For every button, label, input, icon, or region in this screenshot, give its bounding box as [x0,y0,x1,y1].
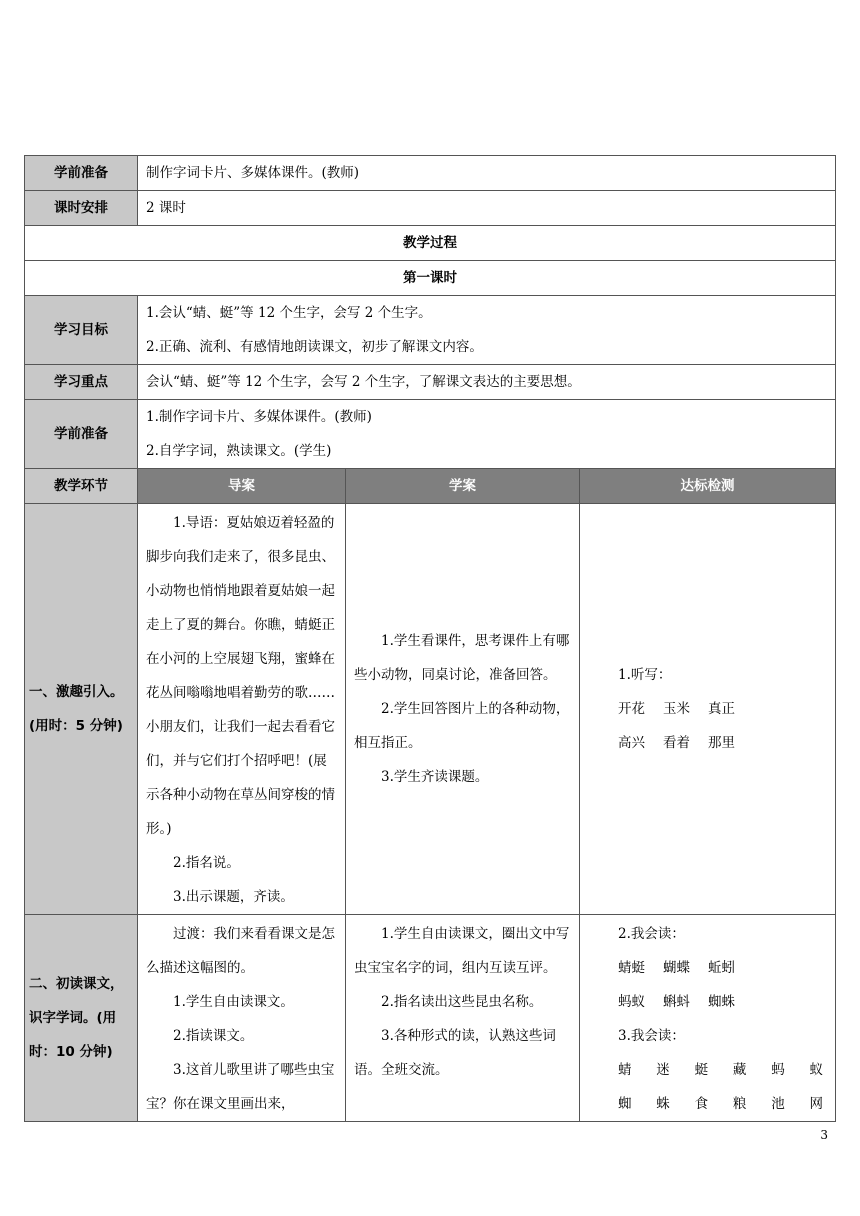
word: 蝴蝶 [663,960,690,976]
stage2-guide [138,915,346,1122]
word: 看着 [663,735,690,751]
stage1-study-item: 2.学生回答图片上的各种动物，相互指正。 [354,701,570,751]
stage1-check-words [618,692,827,726]
goal-item: 2.正确、流利、有感情地朗读课文，初步了解课文内容。 [146,339,483,355]
lesson-title: 第一课时 [25,261,836,296]
stage2-check-words [618,985,823,1019]
prep-item: 2.自学字词，熟读课文。(学生) [146,443,332,459]
stage1-label: 一、激趣引入。(用时：5 分钟) [25,504,138,915]
stage2-check-chars [618,1053,823,1087]
col-stage: 教学环节 [25,469,138,504]
col-study: 学案 [346,469,580,504]
stage1-guide [138,504,346,915]
char: 蚁 [809,1062,823,1078]
goals-text [138,296,836,365]
goals-label: 学习目标 [25,296,138,365]
stage2-guide-item: 过渡：我们来看看课文是怎么描述这幅图的。 [146,926,335,976]
focus-text: 会认“蜻、蜓”等 12 个生字，会写 2 个生字，了解课文表达的主要思想。 [138,365,836,400]
schedule-text: 2 课时 [138,191,836,226]
word: 高兴 [618,735,645,751]
word: 蝌蚪 [663,994,690,1010]
page-number: 3 [820,1128,828,1142]
stage2-study [346,915,580,1122]
stage2-check [580,915,836,1122]
stage1-guide-item: 3.出示课题，齐读。 [173,889,294,905]
lesson-plan-table [24,155,836,1122]
stage2-guide-item: 3.这首儿歌里讲了哪些虫宝宝？你在课文里画出来， [146,1062,335,1112]
stage2-study-item: 2.指名读出这些昆虫名称。 [381,994,543,1010]
prep-text [138,400,836,469]
stage1-study-item: 3.学生齐读课题。 [381,769,489,785]
word: 那里 [708,735,735,751]
stage1-check-title: 1.听写： [618,667,672,683]
word: 蜘蛛 [708,994,735,1010]
stage1-study-item: 1.学生看课件，思考课件上有哪些小动物，同桌讨论，准备回答。 [354,633,570,683]
char: 蜻 [618,1062,632,1078]
word: 开花 [618,701,645,717]
char: 蛛 [656,1096,670,1112]
stage1-guide-item: 1.导语：夏姑娘迈着轻盈的脚步向我们走来了，很多昆虫、小动物也悄悄地跟着夏姑娘一起走上了夏的舞台。你瞧，蜻蜓正在小河的上空展翅飞翔，蜜蜂在花丛间嗡嗡地唱着勤劳的歌……小朋友们，让我们一起去看看它们，并与它们打个招呼吧！(展示各种小动物在草丛间穿梭的情形。) [146,515,335,837]
prep-item: 1.制作字词卡片、多媒体课件。(教师) [146,409,372,425]
stage2-guide-item: 1.学生自由读课文。 [173,994,294,1010]
prep-top-text: 制作字词卡片、多媒体课件。(教师) [138,156,836,191]
prep-top-label: 学前准备 [25,156,138,191]
stage2-check-title2: 3.我会读： [618,1028,685,1044]
schedule-label: 课时安排 [25,191,138,226]
col-check: 达标检测 [580,469,836,504]
stage2-study-item: 3.各种形式的读，认熟这些词语。全班交流。 [354,1028,556,1078]
char: 蚂 [771,1062,785,1078]
char: 蜓 [694,1062,709,1078]
stage2-check-chars [618,1087,823,1121]
stage1-study [346,504,580,915]
word: 玉米 [663,701,690,717]
char: 粮 [732,1096,747,1112]
word: 蜻蜓 [618,960,645,976]
char: 池 [771,1096,785,1112]
process-title: 教学过程 [25,226,836,261]
word: 蚯蚓 [708,960,735,976]
stage2-check-words [618,951,823,985]
prep-label: 学前准备 [25,400,138,469]
stage2-study-item: 1.学生自由读课文，圈出文中写虫宝宝名字的词，组内互读互评。 [354,926,570,976]
word: 蚂蚁 [618,994,645,1010]
char: 蜘 [618,1096,632,1112]
char: 食 [694,1096,709,1112]
stage2-check-title1: 2.我会读： [618,926,685,942]
word: 真正 [708,701,735,717]
char: 迷 [656,1062,670,1078]
stage2-guide-item: 2.指读课文。 [173,1028,254,1044]
col-guide: 导案 [138,469,346,504]
stage1-check [580,504,836,915]
stage2-label: 二、初读课文，识字学词。(用时：10 分钟) [25,915,138,1122]
stage1-guide-item: 2.指名说。 [173,855,240,871]
char: 网 [809,1096,823,1112]
stage1-check-words [618,726,827,760]
char: 藏 [732,1062,747,1078]
focus-label: 学习重点 [25,365,138,400]
goal-item: 1.会认“蜻、蜓”等 12 个生字，会写 2 个生字。 [146,305,432,321]
